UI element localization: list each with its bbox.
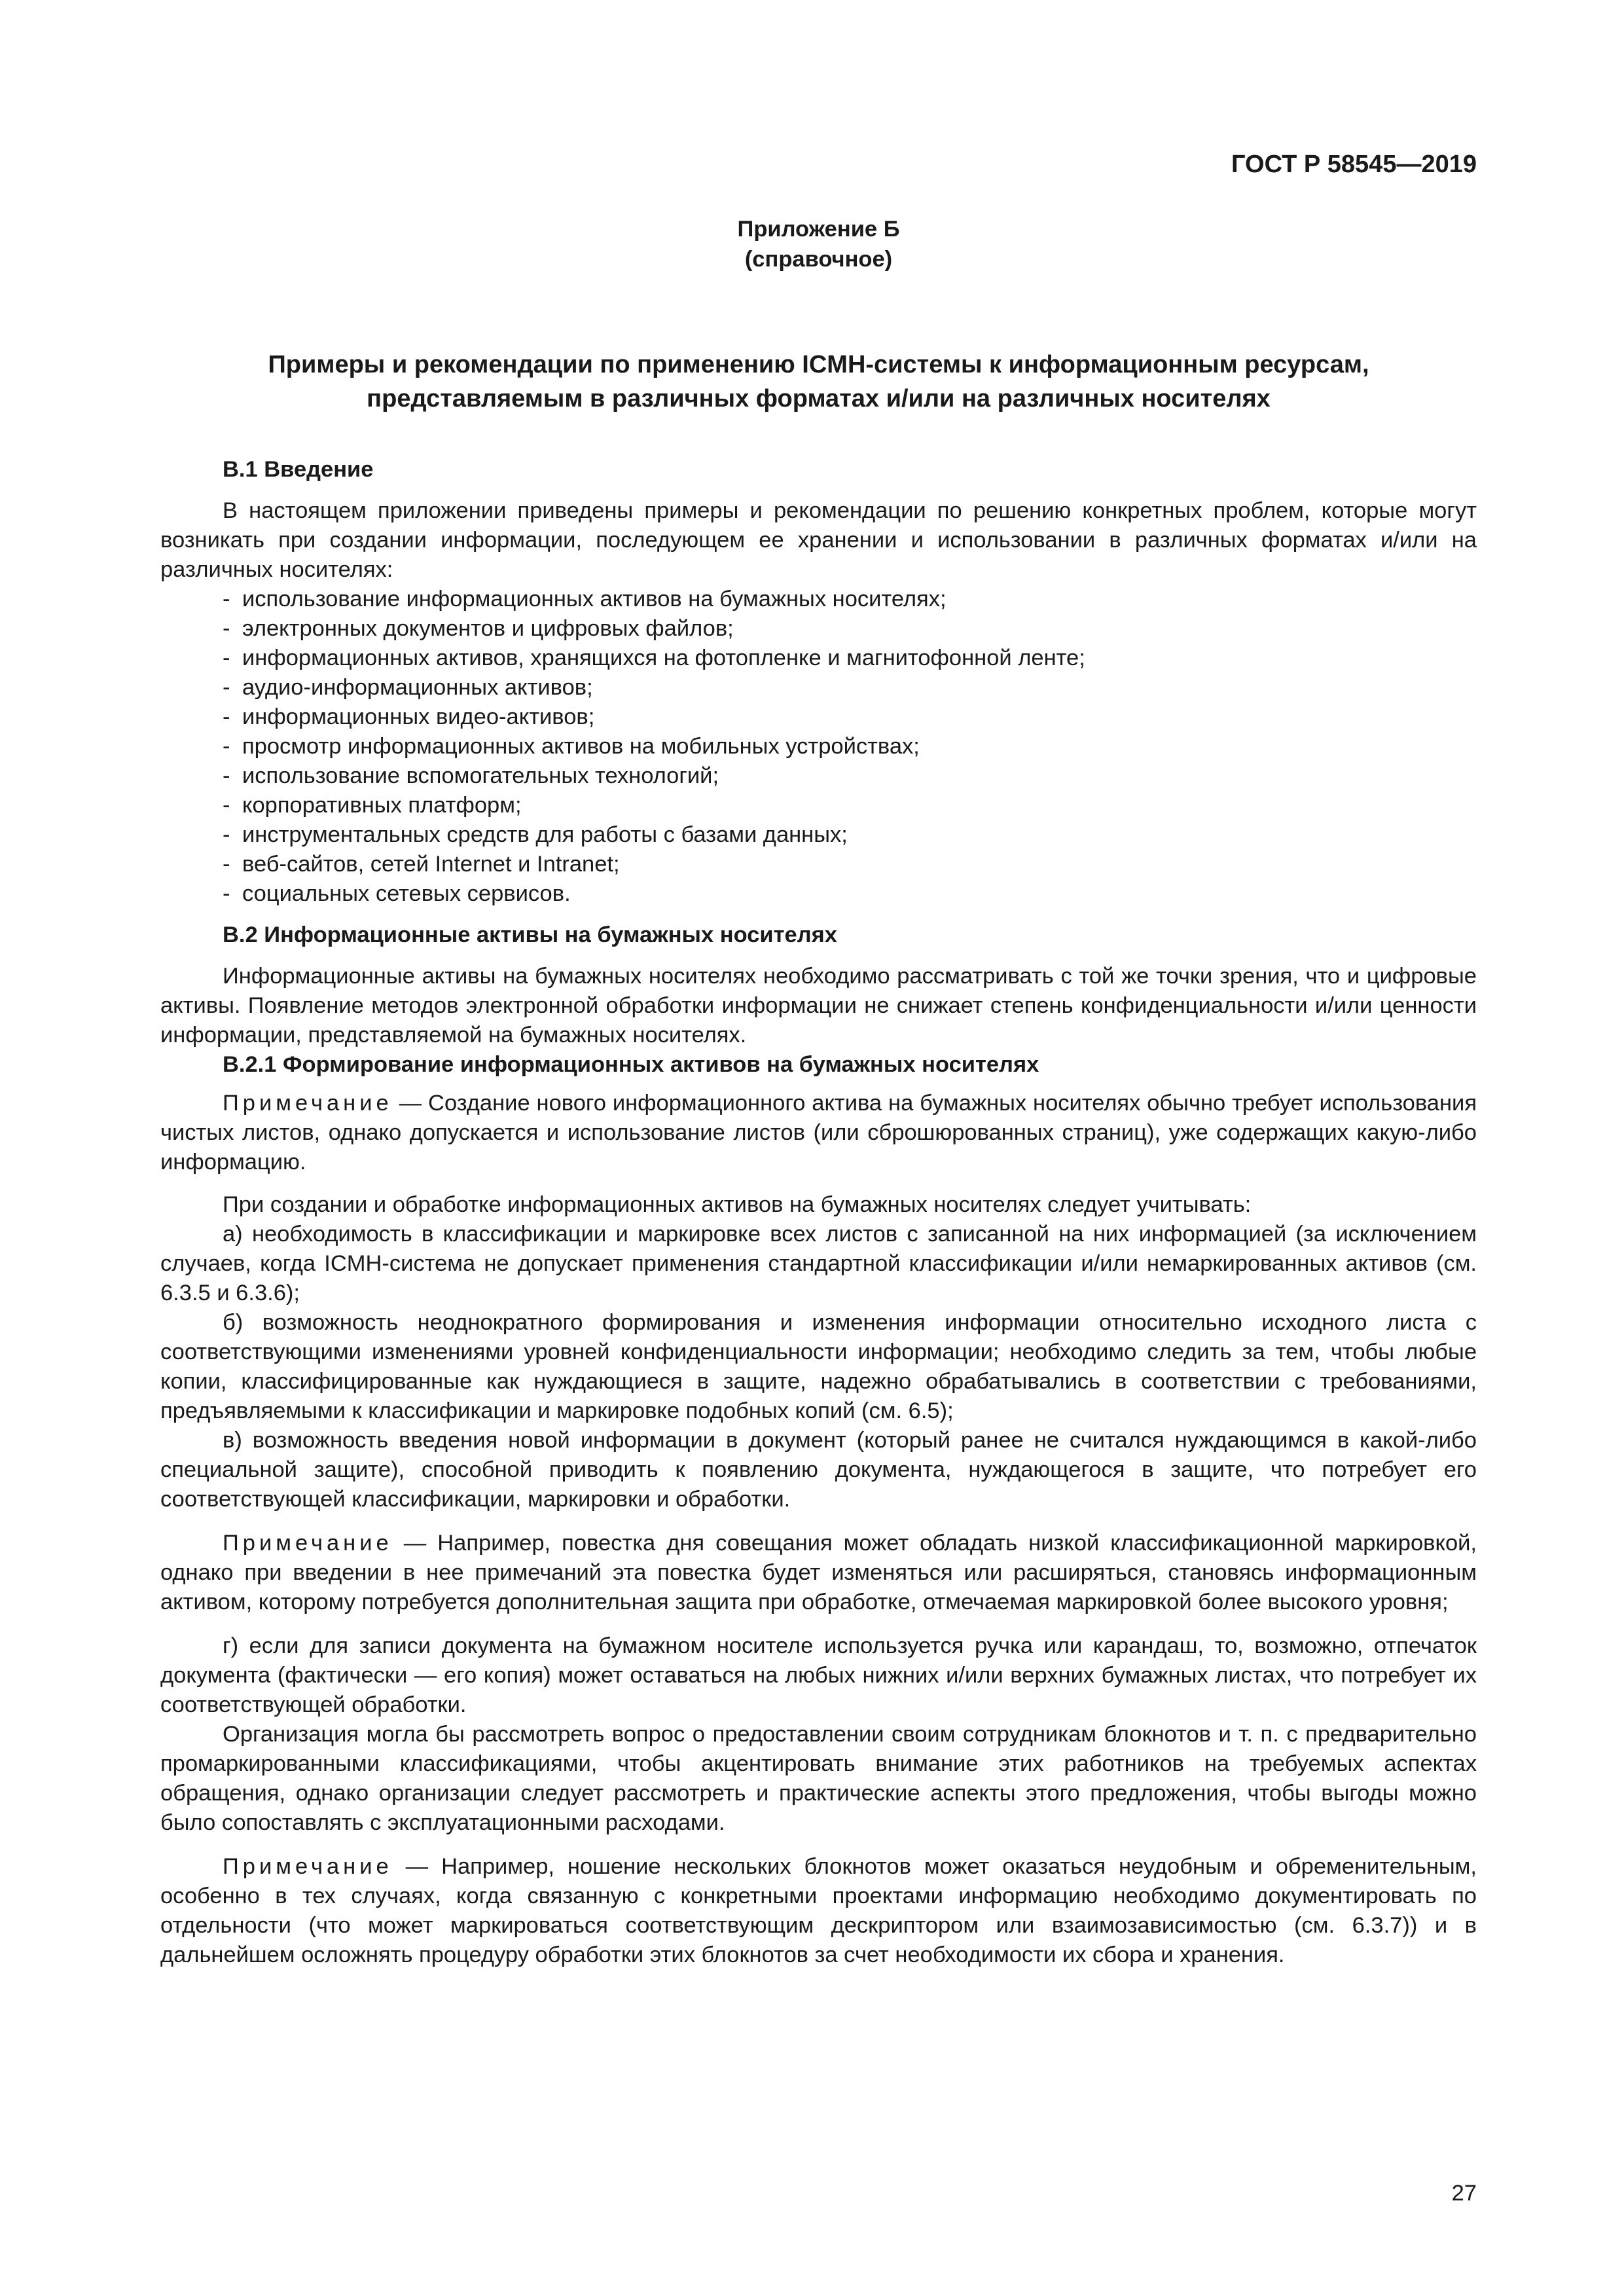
list-item: - социальных сетевых сервисов.	[223, 879, 1477, 909]
page-number: 27	[1451, 2181, 1477, 2206]
media-list	[160, 585, 1477, 909]
list-item-c: в) возможность введения новой информации в документ (который ранее не считался нуждающимся в какой-либо специальной защите), способной приводить к появлению документа, нуждающегося в защите, что потребует его соответствующей классификации, маркировки и обработки.	[160, 1428, 1477, 1512]
list-item: - веб-сайтов, сетей Internet и Intranet;	[223, 850, 1477, 879]
note-label: Примечание	[223, 1854, 393, 1879]
title-line-2: представляемым в различных форматах и/или на различных носителях	[367, 385, 1271, 412]
list-item: - информационных активов, хранящихся на фотопленке и магнитофонной ленте;	[223, 644, 1477, 673]
list-item-a: а) необходимость в классификации и маркировке всех листов с записанной на них информацией (за исключением случаев, когда ICMH-система не допускает применения стандартной классификации и/или немаркированных активов (см. 6.3.5 и 6.3.6);	[160, 1222, 1477, 1305]
appendix-label: Приложение Б	[737, 217, 900, 242]
section-heading-b2: В.2 Информационные активы на бумажных носителях	[223, 922, 837, 947]
appendix-title	[160, 348, 1477, 416]
appendix-type: (справочное)	[744, 247, 893, 272]
list-item: - аудио-информационных активов;	[223, 673, 1477, 702]
paragraph: Информационные активы на бумажных носителях необходимо рассматривать с той же точки зрения, что и цифровые активы. Появление методов электронной обработки информации не снижает степень конфиденциальности и/или ценности информации, представляемой на бумажных носителях.	[160, 964, 1477, 1048]
note-text: — Например, повестка дня совещания может обладать низкой классификационной маркировкой, однако при введении в нее примечаний эта повестка будет изменяться или расширяться, становясь информационным активом, которому потребуется дополнительная защита при обработке, отмечаемая маркировкой более высокого уровня;	[160, 1531, 1477, 1614]
intro-paragraph: В настоящем приложении приведены примеры и рекомендации по решению конкретных проблем, которые могут возникать при создании информации, последующем ее хранении и использовании в различных форматах и/или на различных носителях:	[160, 498, 1477, 582]
paragraph: При создании и обработке информационных активов на бумажных носителях следует учитывать:	[223, 1192, 1252, 1217]
list-item: - информационных видео-активов;	[223, 702, 1477, 732]
note-text: — Создание нового информационного актива на бумажных носителях обычно требует использования чистых листов, однако допускается и использование листов (или сброшюрованных страниц), уже содержащих какую-либо информацию.	[160, 1091, 1477, 1175]
section-heading-b21: В.2.1 Формирование информационных активов на бумажных носителях	[223, 1052, 1039, 1077]
note-text: — Например, ношение нескольких блокнотов может оказаться неудобным и обременительным, особенно в тех случаях, когда связанную с конкретными проектами информацию необходимо документировать по отдельности (что может маркироваться соответствующим дескриптором или взаимозависимостью (см. 6.3.7)) и в дальнейшем осложнять процедуру обработки этих блокнотов за счет необходимости их сбора и хранения.	[160, 1854, 1477, 1967]
standard-code: ГОСТ Р 58545—2019	[1231, 151, 1477, 178]
list-item-d: г) если для записи документа на бумажном носителе используется ручка или карандаш, то, возможно, отпечаток документа (фактически — его копия) может оставаться на любых нижних и/или верхних бумажных листах, что потребует их соответствующей обработки.	[160, 1633, 1477, 1717]
note-paragraph	[160, 1529, 1477, 1617]
note-label: Примечание	[223, 1531, 393, 1556]
list-item: - корпоративных платформ;	[223, 791, 1477, 820]
list-item: - использование информационных активов на бумажных носителях;	[223, 585, 1477, 614]
title-line-1: Примеры и рекомендации по применению ICMH-системы к информационным ресурсам,	[268, 351, 1369, 378]
note-label: Примечание	[223, 1091, 393, 1116]
list-item: - электронных документов и цифровых файлов;	[223, 614, 1477, 644]
list-item: - использование вспомогательных технологий;	[223, 761, 1477, 791]
list-item: - инструментальных средств для работы с базами данных;	[223, 820, 1477, 850]
list-item: - просмотр информационных активов на мобильных устройствах;	[223, 732, 1477, 761]
note-paragraph	[160, 1089, 1477, 1177]
note-paragraph	[160, 1852, 1477, 1970]
list-item-b: б) возможность неоднократного формирования и изменения информации относительно исходного листа с соответствующими изменениями уровней конфиденциальности информации; необходимо следить за тем, чтобы любые копии, классифицированные как нуждающиеся в защите, надежно обрабатывались в соответствии с требованиями, предъявляемыми к классификации и маркировке подобных копий (см. 6.5);	[160, 1310, 1477, 1423]
paragraph: Организация могла бы рассмотреть вопрос о предоставлении своим сотрудникам блокнотов и т. п. с предварительно промаркированными классификациями, чтобы акцентировать внимание этих работников на требуемых аспектах обращения, однако организации следует рассмотреть и практические аспекты этого предложения, чтобы выгоды можно было сопоставлять с эксплуатационными расходами.	[160, 1722, 1477, 1835]
section-heading-b1: В.1 Введение	[223, 457, 374, 482]
